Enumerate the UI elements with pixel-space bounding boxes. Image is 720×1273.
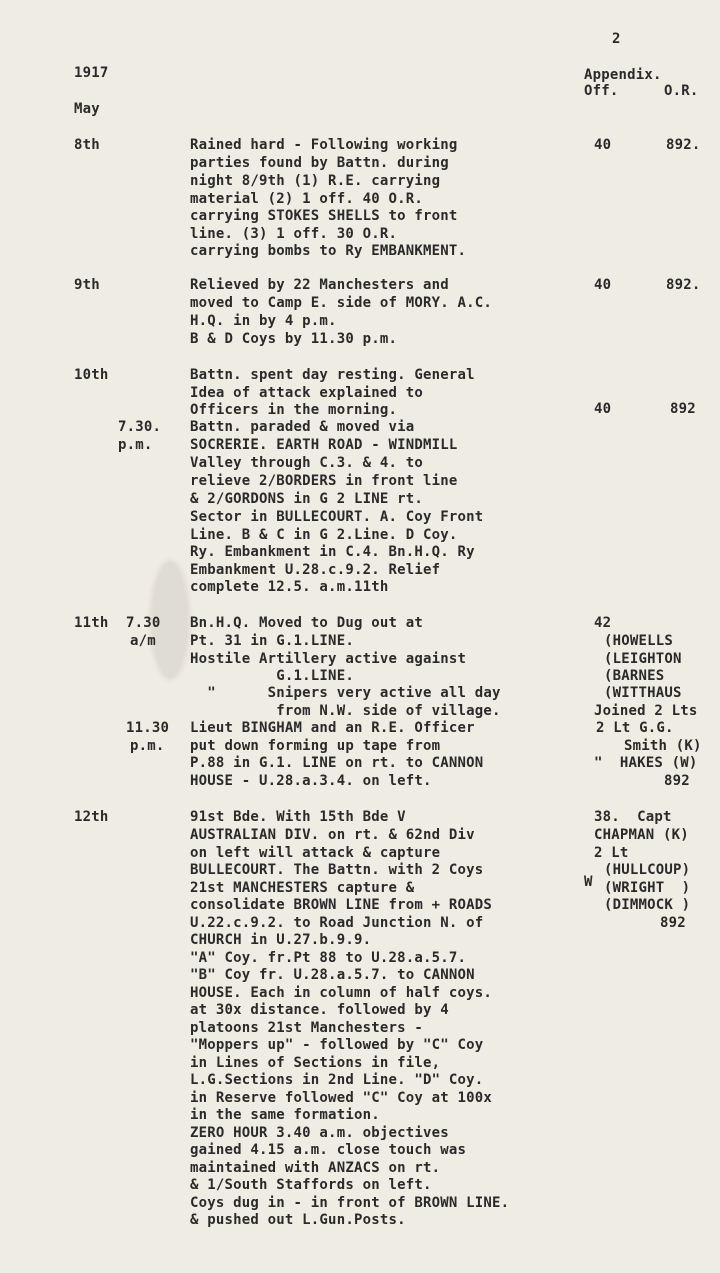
entry-line: BULLECOURT. The Battn. with 2 Coys	[190, 862, 484, 878]
appendix-note: CHAPMAN (K)	[594, 827, 689, 843]
appendix-note: (DIMMOCK )	[604, 897, 691, 913]
entry-line: P.88 in G.1. LINE on rt. to CANNON	[190, 755, 484, 771]
appendix-note: " HAKES (W)	[594, 755, 698, 771]
entry-line: on left will attack & capture	[190, 845, 441, 861]
entry-line: in Reserve followed "C" Coy at 100x	[190, 1090, 493, 1106]
entry-line: "B" Coy fr. U.28.a.5.7. to CANNON	[190, 967, 475, 983]
officers-count: 40	[594, 137, 612, 153]
entry-line: consolidate BROWN LINE from + ROADS	[190, 897, 493, 913]
entry-line: relieve 2/BORDERS in front line	[190, 473, 458, 489]
entry-line: complete 12.5. a.m.11th	[190, 579, 389, 595]
entry-line: SOCRERIE. EARTH ROAD - WINDMILL	[190, 437, 458, 453]
entry-line: Battn. paraded & moved via	[190, 419, 415, 435]
appendix-note: 38. Capt	[594, 809, 672, 825]
entry-line: in the same formation.	[190, 1107, 380, 1123]
other-ranks-count: 892	[670, 401, 696, 417]
entry-line: Embankment U.28.c.9.2. Relief	[190, 562, 441, 578]
entry-time-period: p.m.	[118, 437, 153, 453]
entry-line: platoons 21st Manchesters -	[190, 1020, 423, 1036]
entry-line: Coys dug in - in front of BROWN LINE.	[190, 1195, 510, 1211]
entry-line: & pushed out L.Gun.Posts.	[190, 1212, 406, 1228]
entry-line: CHURCH in U.27.b.9.9.	[190, 932, 372, 948]
entry-date: 12th	[74, 809, 109, 825]
entry-line: ZERO HOUR 3.40 a.m. objectives	[190, 1125, 449, 1141]
entry-line: night 8/9th (1) R.E. carrying	[190, 173, 441, 189]
entry-line: Hostile Artillery active against	[190, 651, 467, 667]
officers-column-header: Off.	[584, 83, 619, 99]
appendix-note: (BARNES	[604, 668, 665, 684]
entry-line: from N.W. side of village.	[190, 703, 501, 719]
entry-line: in Lines of Sections in file,	[190, 1055, 441, 1071]
entry-date: 8th	[74, 137, 100, 153]
entry-line: line. (3) 1 off. 30 O.R.	[190, 226, 398, 242]
entry-line: Battn. spent day resting. General	[190, 367, 475, 383]
entry-date: 11th	[74, 615, 109, 631]
entry-line: "A" Coy. fr.Pt 88 to U.28.a.5.7.	[190, 950, 467, 966]
entry-line: maintained with ANZACS on rt.	[190, 1160, 441, 1176]
entry-time-period: a/m	[130, 633, 156, 649]
entry-time: 7.30.	[118, 419, 162, 435]
entry-line: Relieved by 22 Manchesters and	[190, 277, 449, 293]
other-ranks-count: 892.	[666, 137, 701, 153]
other-ranks-count: 892.	[666, 277, 701, 293]
year: 1917	[74, 65, 109, 81]
entry-line: moved to Camp E. side of MORY. A.C.	[190, 295, 493, 311]
entry-line: Line. B & C in G 2.Line. D Coy.	[190, 527, 458, 543]
appendix-heading: Appendix.	[584, 67, 662, 83]
appendix-note: (WRIGHT )	[604, 880, 691, 896]
officers-count: 40	[594, 277, 612, 293]
entry-line: G.1.LINE.	[190, 668, 354, 684]
entry-line: gained 4.15 a.m. close touch was	[190, 1142, 467, 1158]
entry-time-period: p.m.	[130, 738, 165, 754]
entry-time: 11.30	[126, 720, 170, 736]
appendix-note: (LEIGHTON	[604, 651, 682, 667]
entry-line: & 1/South Staffords on left.	[190, 1177, 432, 1193]
entry-line: & 2/GORDONS in G 2 LINE rt.	[190, 491, 423, 507]
entry-line: material (2) 1 off. 40 O.R.	[190, 191, 423, 207]
entry-line: put down forming up tape from	[190, 738, 441, 754]
entry-line: Rained hard - Following working	[190, 137, 458, 153]
entry-line: AUSTRALIAN DIV. on rt. & 62nd Div	[190, 827, 475, 843]
entry-line: "Moppers up" - followed by "C" Coy	[190, 1037, 484, 1053]
entry-time: 7.30	[126, 615, 161, 631]
page-number: 2	[612, 31, 621, 47]
entry-line: Pt. 31 in G.1.LINE.	[190, 633, 354, 649]
entry-line: B & D Coys by 11.30 p.m.	[190, 331, 398, 347]
appendix-note: 2 Lt G.G.	[596, 720, 674, 736]
appendix-note: Smith (K)	[624, 738, 702, 754]
entry-line: Sector in BULLECOURT. A. Coy Front	[190, 509, 484, 525]
entry-line: HOUSE. Each in column of half coys.	[190, 985, 493, 1001]
month: May	[74, 101, 100, 117]
appendix-note: (WITTHAUS	[604, 685, 682, 701]
officers-count: 40	[594, 401, 612, 417]
entry-line: " Snipers very active all day	[190, 685, 501, 701]
entry-line: HOUSE - U.28.a.3.4. on left.	[190, 773, 432, 789]
entry-line: L.G.Sections in 2nd Line. "D" Coy.	[190, 1072, 484, 1088]
entry-line: 21st MANCHESTERS capture &	[190, 880, 415, 896]
entry-line: H.Q. in by 4 p.m.	[190, 313, 337, 329]
entry-line: carrying STOKES SHELLS to front	[190, 208, 458, 224]
entry-line: Bn.H.Q. Moved to Dug out at	[190, 615, 423, 631]
entry-line: Lieut BINGHAM and an R.E. Officer	[190, 720, 475, 736]
entry-line: Ry. Embankment in C.4. Bn.H.Q. Ry	[190, 544, 475, 560]
entry-date: 9th	[74, 277, 100, 293]
appendix-note: 2 Lt	[594, 845, 629, 861]
margin-mark: W	[584, 874, 593, 890]
entry-line: Valley through C.3. & 4. to	[190, 455, 423, 471]
appendix-note: 42	[594, 615, 612, 631]
other-ranks-column-header: O.R.	[664, 83, 699, 99]
appendix-note: 892	[664, 773, 690, 789]
entry-line: parties found by Battn. during	[190, 155, 449, 171]
appendix-note: Joined 2 Lts	[594, 703, 698, 719]
entry-date: 10th	[74, 367, 109, 383]
appendix-note: 892	[660, 915, 686, 931]
appendix-note: (HOWELLS	[604, 633, 674, 649]
entry-line: carrying bombs to Ry EMBANKMENT.	[190, 243, 467, 259]
entry-line: 91st Bde. With 15th Bde V	[190, 809, 406, 825]
appendix-note: (HULLCOUP)	[604, 862, 691, 878]
entry-line: Officers in the morning.	[190, 402, 398, 418]
entry-line: U.22.c.9.2. to Road Junction N. of	[190, 915, 484, 931]
entry-line: at 30x distance. followed by 4	[190, 1002, 449, 1018]
entry-line: Idea of attack explained to	[190, 385, 423, 401]
